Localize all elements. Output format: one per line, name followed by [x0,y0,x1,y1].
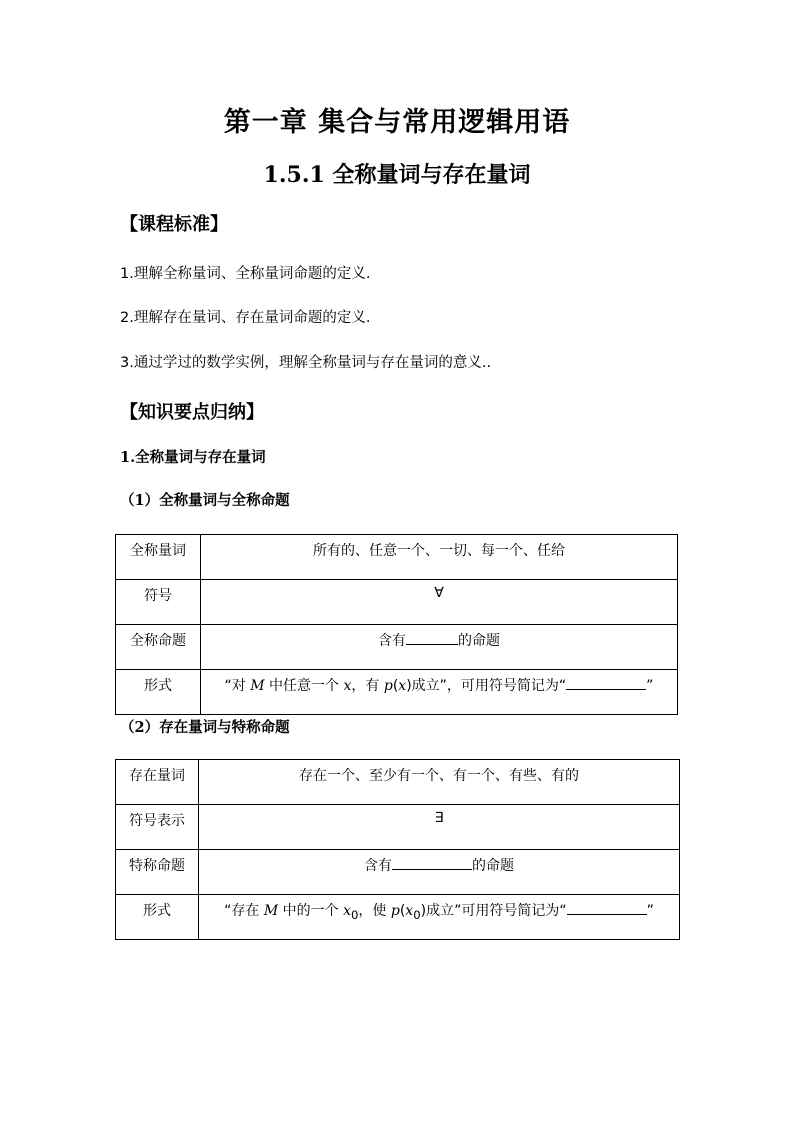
table-label: 存在量词 [116,760,199,805]
cell-text: ” [646,903,654,919]
table-label: 符号 [116,580,201,625]
math-var: x [343,903,351,919]
table-label: 特称命题 [116,850,199,895]
cell-text: ( [399,903,406,919]
math-var: x [343,678,352,694]
cell-text: 的命题 [472,858,514,874]
math-var: x [405,903,414,919]
cell-text: ，有 [351,678,384,694]
knowledge-heading: 【知识要点归纳】 [120,402,264,423]
curriculum-heading: 【课程标准】 [120,214,228,235]
fill-blank[interactable] [392,855,472,870]
fill-blank[interactable] [566,675,646,690]
cell-text: ( [392,678,399,694]
table-cell [201,625,678,670]
table-label: 全称量词 [116,535,201,580]
cell-text: 中任意一个 [264,678,344,694]
math-var: M [250,678,265,694]
universal-quantifier-table [115,534,678,715]
table-cell [199,850,680,895]
section-title: 1.5.1 全称量词与存在量词 [263,162,531,188]
curriculum-item-1: 1.理解全称量词、全称量词命题的定义. [120,266,371,282]
cell-text: ” [646,678,654,694]
table-row [116,760,680,805]
cell-text: “存在 [224,903,264,919]
table-row [116,805,680,850]
table-cell [201,670,678,715]
table-cell [199,895,680,940]
table-label: 形式 [116,895,199,940]
cell-text: ，使 [358,903,391,919]
table-row [116,850,680,895]
table-row [116,670,678,715]
forall-symbol: ∀ [201,580,678,625]
cell-text: 含有 [364,858,392,874]
fill-blank[interactable] [406,630,458,645]
math-var: x [398,678,407,694]
curriculum-item-2: 2.理解存在量词、存在量词命题的定义. [120,310,371,326]
math-var: p [390,903,400,919]
cell-text: “对 [224,678,251,694]
table-row [116,535,678,580]
table-row [116,625,678,670]
existential-quantifier-table [115,759,680,940]
curriculum-item-3: 3.通过学过的数学实例，理解全称量词与存在量词的意义.. [120,355,492,371]
exists-symbol: ∃ [199,805,680,850]
table-cell: 所有的、任意一个、一切、每一个、任给 [201,535,678,580]
knowledge-point-1: 1.全称量词与存在量词 [120,449,266,466]
cell-text: 含有 [378,633,406,649]
cell-text: 的命题 [458,633,500,649]
table-cell: 存在一个、至少有一个、有一个、有些、有的 [199,760,680,805]
math-subscript: 0 [350,907,359,922]
fill-blank[interactable] [567,900,647,915]
math-subscript: 0 [413,907,421,922]
chapter-title: 第一章 集合与常用逻辑用语 [223,107,571,138]
subsection-existential: （2）存在量词与特称命题 [120,719,290,736]
cell-text: )成立”，可用符号简记为“ [406,678,567,694]
cell-text: 中的一个 [278,903,344,919]
table-label: 形式 [116,670,201,715]
math-var: M [263,903,279,919]
cell-text: )成立”可用符号简记为“ [420,903,567,919]
table-label: 全称命题 [116,625,201,670]
table-row [116,895,680,940]
math-var: p [383,678,393,694]
table-label: 符号表示 [116,805,199,850]
table-row [116,580,678,625]
subsection-universal: （1）全称量词与全称命题 [120,492,290,509]
